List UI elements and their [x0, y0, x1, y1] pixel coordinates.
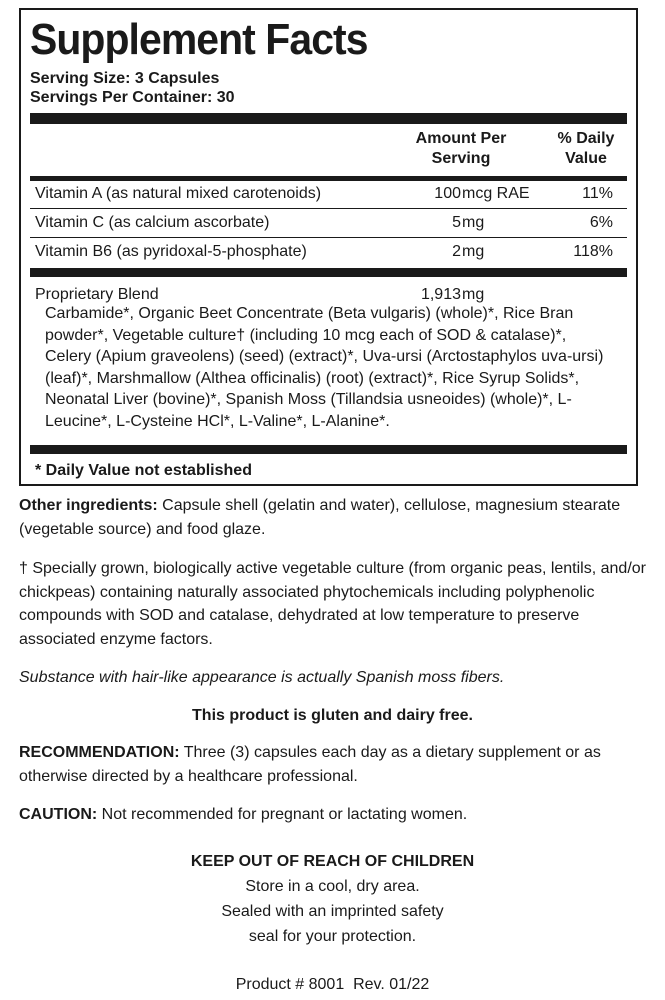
daily-value-header-line2: Value — [565, 150, 607, 167]
caution-text: Not recommended for pregnant or lactating women. — [97, 806, 468, 823]
culture-note: † Specially grown, biologically active vegetable culture (from organic peas, lentils, and/or chickpeas) containing naturally associated phytochemicals including polyphenolic compounds with SOD and catalase, dehydrated at low temperature to preserve associated enzyme factors. — [19, 560, 646, 648]
other-ingredients — [19, 494, 649, 541]
other-ingredients-label: Other ingredients: — [19, 497, 158, 514]
nutrient-unit: mg — [462, 214, 485, 231]
nutrient-unit: mg — [462, 243, 485, 260]
thick-divider-middle — [30, 268, 627, 277]
nutrient-daily-value: 11% — [582, 185, 613, 202]
servings-per-container: Servings Per Container: 30 — [30, 89, 235, 106]
blend-ingredients: Carbamide*, Organic Beet Concentrate (Beta vulgaris) (whole)*, Rice Bran powder*, Vegetable culture† (including 10 mcg each of SOD & catalase)*, Celery (Apium graveolens) (seed) (extract)*, Uva-ursi (Arctostaphylos uva-ursi) (leaf)*, Marshmallow (Althea officinalis) (root) (extract)*, Rice Syrup Solids*, Neonatal Liver (bovine)*, Spanish Moss (Tillandsia usneoides) (whole)*, L-Leucine*, L-Cysteine HCl*, L-Valine*, L-Alanine*. — [45, 305, 604, 430]
nutrient-name: Vitamin A (as natural mixed carotenoids) — [35, 185, 322, 202]
seal-note-line2: seal for your protection. — [248, 928, 417, 945]
amount-header — [401, 129, 521, 169]
nutrient-daily-value: 118% — [573, 243, 613, 260]
recommendation-label: RECOMMENDATION: — [19, 744, 180, 761]
nutrient-name: Vitamin C (as calcium ascorbate) — [35, 214, 270, 231]
nutrient-amount: 2 — [452, 243, 461, 260]
storage-note: Store in a cool, dry area. — [245, 878, 420, 895]
blend-unit: mg — [462, 286, 485, 303]
row-divider — [30, 208, 627, 209]
keep-out-warning: KEEP OUT OF REACH OF CHILDREN — [190, 853, 475, 870]
nutrient-row — [30, 239, 627, 265]
moss-note: Substance with hair-like appearance is actually Spanish moss fibers. — [19, 669, 505, 686]
nutrient-amount: 100 — [434, 185, 461, 202]
blend-name: Proprietary Blend — [35, 286, 159, 303]
recommendation — [19, 741, 649, 788]
supplement-facts-panel — [19, 8, 638, 486]
serving-size: Serving Size: 3 Capsules — [30, 70, 220, 87]
daily-value-footnote: * Daily Value not established — [35, 462, 252, 479]
nutrient-amount: 5 — [452, 214, 461, 231]
amount-header-line1: Amount Per — [415, 130, 507, 147]
seal-note-line1: Sealed with an imprinted safety — [221, 903, 444, 920]
gluten-dairy-free-note: This product is gluten and dairy free. — [192, 707, 473, 724]
daily-value-header — [541, 129, 631, 169]
daily-value-header-line1: % Daily — [557, 130, 615, 147]
panel-title: Supplement Facts — [30, 15, 368, 64]
recommendation-text: Three (3) capsules each day as a dietary supplement or as otherwise directed by a healthcare professional. — [19, 744, 601, 785]
row-divider — [30, 237, 627, 238]
nutrient-daily-value: 6% — [589, 214, 613, 231]
thick-divider-bottom — [30, 445, 627, 454]
nutrient-name: Vitamin B6 (as pyridoxal-5-phosphate) — [35, 243, 307, 260]
product-number: Product # 8001 Rev. 01/22 — [235, 976, 430, 993]
nutrient-unit: mcg RAE — [462, 185, 530, 202]
thick-divider-top — [30, 113, 627, 124]
blend-amount: 1,913 — [420, 286, 461, 303]
other-ingredients-text: Capsule shell (gelatin and water), cellulose, magnesium stearate (vegetable source) and food glaze. — [19, 497, 621, 538]
nutrient-row — [30, 210, 627, 236]
nutrient-row — [30, 181, 627, 207]
amount-header-line2: Serving — [431, 150, 491, 167]
caution — [19, 803, 649, 827]
caution-label: CAUTION: — [19, 806, 98, 823]
